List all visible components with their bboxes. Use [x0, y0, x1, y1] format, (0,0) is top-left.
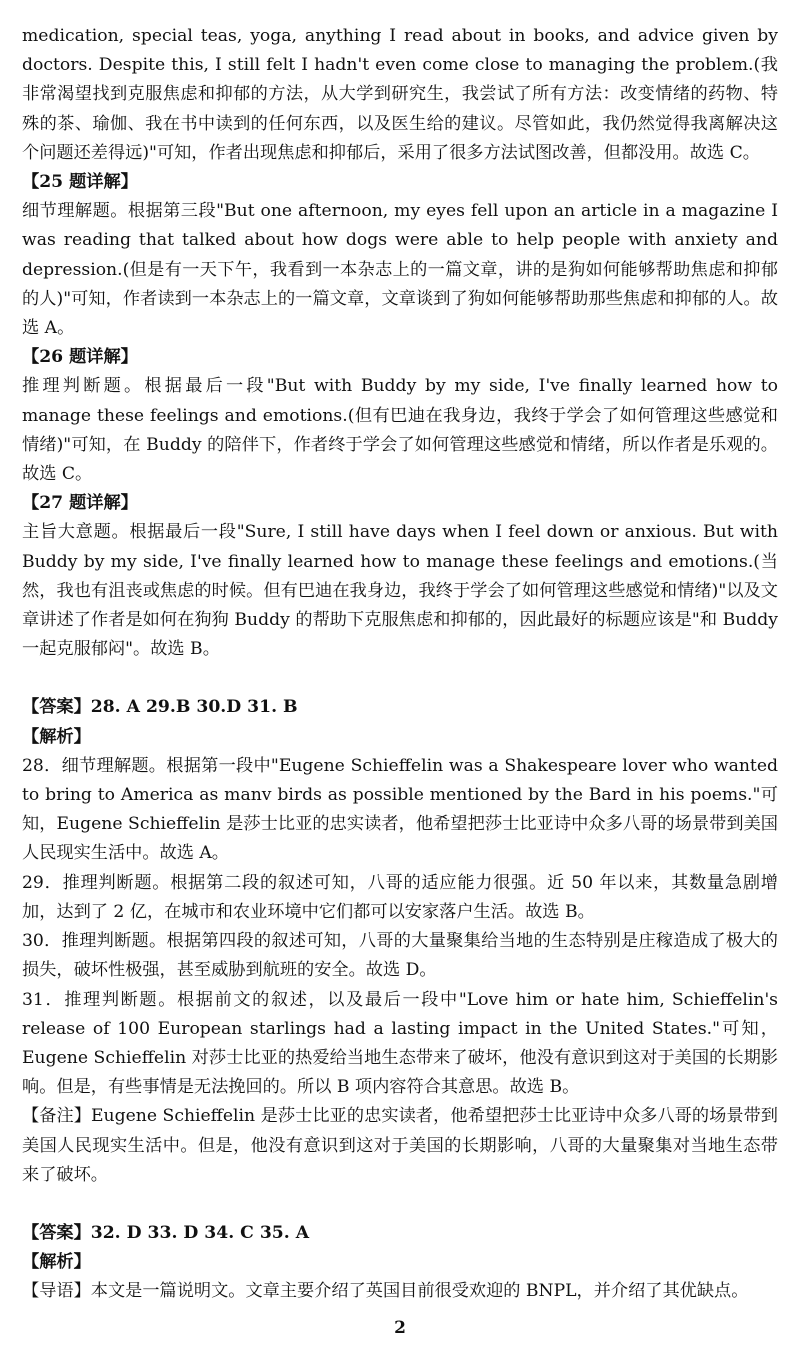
note-28-31: 【备注】Eugene Schieffelin 是莎士比亚的忠实读者，他希望把莎士比亚诗中众多八哥的场景带到美国人民现实生活中。但是，他没有意识到这对于美国的长期影响，八哥的大量聚集对当地生态带来了破坏。 [22, 1106, 778, 1185]
heading-q27: 【27 题详解】 [22, 493, 138, 514]
heading-q26: 【26 题详解】 [22, 347, 138, 368]
paragraph-q30-explanation: 30．推理判断题。根据第四段的叙述可知，八哥的大量聚集给当地的生态特别是庄稼造成了极大的损失，破坏性极强，甚至威胁到航班的安全。故选 D。 [22, 931, 778, 981]
paragraph-q31-explanation: 31．推理判断题。根据前文的叙述，以及最后一段中"Love him or hate him, Schieffelin's release of 100 European starlings had a lasting impact in the United States."可知，Eugene Schieffelin 对莎士比亚的热爱给当地生态带来了破坏，他没有意识到这对于美国的长期影响。但是，有些事情是无法挽回的。所以 B 项内容符合其意思。故选 B。 [22, 989, 778, 1098]
paragraph-q25-explanation: 细节理解题。根据第三段"But one afternoon, my eyes fell upon an article in a magazine I was reading that talked about how dogs were able to help people with anxiety and depression.(但是有一天下午，我看到一本杂志上的一篇文章，讲的是狗如何能够帮助焦虑和抑郁的人)"可知，作者读到一本杂志上的一篇文章，文章谈到了狗如何能够帮助那些焦虑和抑郁的人。故选 A。 [22, 201, 778, 339]
paragraph-q24-explanation: medication, special teas, yoga, anything I read about in books, and advice given by doctors. Despite this, I still felt I hadn't even come close to managing the problem.(我非常渴望找到克服焦虑和抑郁的方法，从大学到研究生，我尝试了所有方法：改变情绪的药物、特殊的茶、瑜伽、我在书中读到的任何东西，以及医生给的建议。尽管如此，我仍然觉得我离解决这个问题还差得远)"可知，作者出现焦虑和抑郁后，采用了很多方法试图改善，但都没用。故选 C。 [22, 26, 778, 163]
page-number: 2 [394, 1318, 406, 1338]
paragraph-q26-explanation: 推理判断题。根据最后一段"But with Buddy by my side, I've finally learned how to manage these feelings and emotions.(但有巴迪在我身边，我终于学会了如何管理这些感觉和情绪)"可知，在 Buddy 的陪伴下，作者终于学会了如何管理这些感觉和情绪，所以作者是乐观的。故选 C。 [22, 376, 778, 485]
answers-32-35: 【答案】32. D 33. D 34. C 35. A [22, 1222, 310, 1243]
paragraph-q28-explanation: 28．细节理解题。根据第一段中"Eugene Schieffelin was a Shakespeare lover who wanted to bring to America as manv birds as possible mentioned by the Bard in his poems."可知，Eugene Schieffelin 是莎士比亚的忠实读者，他希望把莎士比亚诗中众多八哥的场景带到美国人民现实生活中。故选 A。 [22, 755, 778, 864]
paragraph-q27-explanation: 主旨大意题。根据最后一段"Sure, I still have days when I feel down or anxious. But with Buddy by my side, I've finally learned how to manage these feelings and emotions.(当然，我也有沮丧或焦虑的时候。但有巴迪在我身边，我终于学会了如何管理这些感觉和情绪)"以及文章讲述了作者是如何在狗狗 Buddy 的帮助下克服焦虑和抑郁的，因此最好的标题应该是"和 Buddy 一起克服郁闷"。故选 B。 [22, 522, 778, 660]
analysis-heading-28-31: 【解析】 [22, 726, 91, 747]
heading-q25: 【25 题详解】 [22, 172, 138, 193]
section-gap [22, 1190, 778, 1219]
page-content [22, 22, 778, 1307]
passage-intro-32-35: 【导语】本文是一篇说明文。文章主要介绍了英国目前很受欢迎的 BNPL，并介绍了其优缺点。 [22, 1281, 749, 1302]
answers-28-31: 【答案】28. A 29.B 30.D 31. B [22, 697, 298, 718]
paragraph-q29-explanation: 29．推理判断题。根据第二段的叙述可知，八哥的适应能力很强。近 50 年以来，其数量急剧增加，达到了 2 亿，在城市和农业环境中它们都可以安家落户生活。故选 B。 [22, 872, 778, 922]
section-gap [22, 664, 778, 693]
analysis-heading-32-35: 【解析】 [22, 1252, 91, 1273]
